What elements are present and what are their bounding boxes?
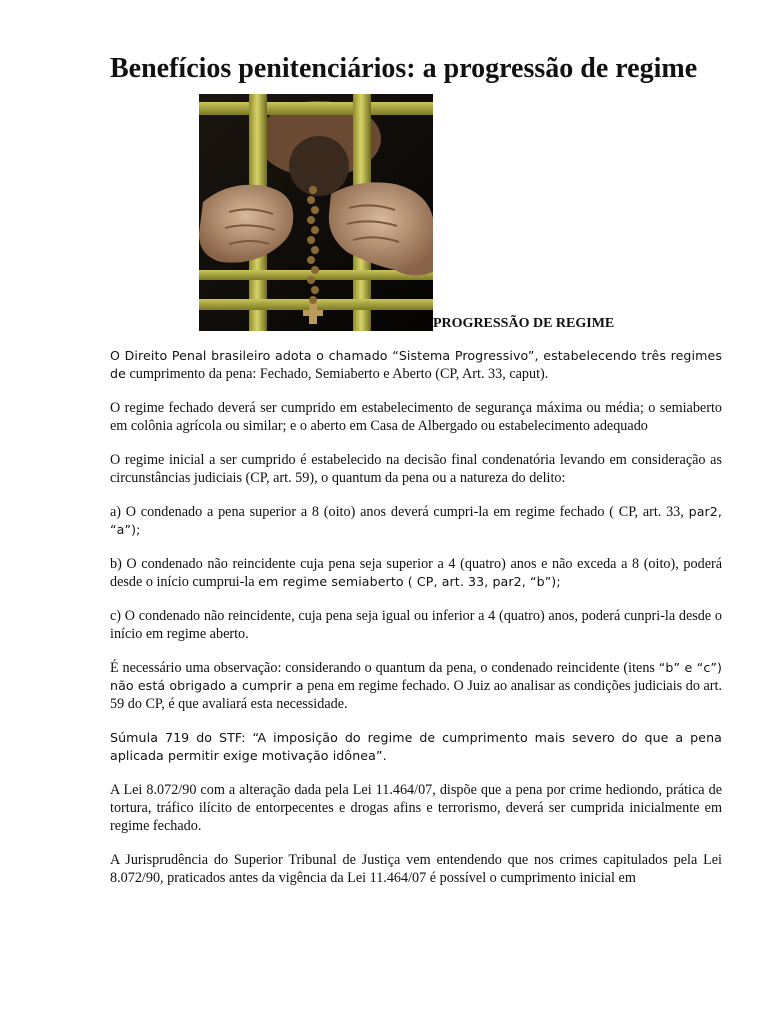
paragraph-3: O regime inicial a ser cumprido é estabelecido na decisão final condenatória levando em consideração as circunstâncias judiciais (CP, art. 59), o quantum da pena ou a natureza do delito: [110,452,722,486]
paragraph-4 [110,503,722,539]
paragraph-1 [110,347,722,383]
paragraph-6: c) O condenado não reincidente, cuja pena seja igual ou inferior a 4 (quatro) anos, poderá cunpri-la desde o início em regime aberto. [110,608,722,642]
paragraph-7-rest: pena em regime fechado. O Juiz ao analisar as condições judiciais do art. 59 do CP, é que avaliará esta necessidade. [110,678,723,712]
paragraph-7-sans: “b” e “c”) não está obrigado a cumprir a [110,660,723,693]
paragraph-8: Súmula 719 do STF: “A imposição do regime de cumprimento mais severo do que a pena aplicada permitir exige motivação idônea”. [110,730,722,763]
paragraph-7 [110,659,722,713]
paragraph-5-serif: b) O condenado não reincidente cuja pena seja superior a 4 (quatro) anos e não exceda a 8 (oito), [110,556,679,572]
paragraph-10: A Jurisprudência do Superior Tribunal de Justiça vem entendendo que nos crimes capitulados pela Lei 8.072/90, praticados antes da vigência da Lei 11.464/07 é possível o cumprimento inicial em [110,852,722,886]
figure-caption: PROGRESSÃO DE REGIME [433,316,615,331]
figure [110,94,722,331]
page-title: Benefícios penitenciários: a progressão de regime [110,53,698,84]
paragraph-4-serif: a) O condenado a pena superior a 8 (oito) anos deverá cumpri-la em regime fechado ( CP, art. 33, [110,504,684,520]
paragraph-4-sans: par2, “a”); [110,504,722,537]
paragraph-9: A Lei 8.072/90 com a alteração dada pela Lei 11.464/07, dispõe que a pena por crime hediondo, prática de tortura, tráfico ilícito de entorpecentes e drogas afins e terrorismo, deverá ser cumprida inicialmente em regime fechado. [110,782,722,834]
paragraph-5-serif-2: poderá desde o início cumprui-la [110,556,723,590]
paragraph-2: O regime fechado deverá ser cumprido em estabelecimento de segurança máxima ou média; o semiaberto em colônia agrícola ou similar; e o aberto em Casa de Albergado ou estabelecimento adequado [110,400,722,434]
prison-bars-photo [199,94,433,331]
paragraph-1-sans: O Direito Penal brasileiro adota o chamado “Sistema Progressivo”, estabelecendo três regimes de [110,348,722,381]
paragraph-7-serif: É necessário uma observação: considerando o quantum da pena, o condenado reincidente (itens [110,660,655,676]
paragraph-5 [110,555,722,591]
document-page [110,52,722,887]
paragraph-1-rest: cumprimento da pena: Fechado, Semiaberto e Aberto (CP, Art. 33, caput). [129,366,549,382]
paragraph-5-sans: em regime semiaberto ( CP, art. 33, par2, “b”); [258,574,561,589]
prison-bars-illustration [199,94,433,331]
